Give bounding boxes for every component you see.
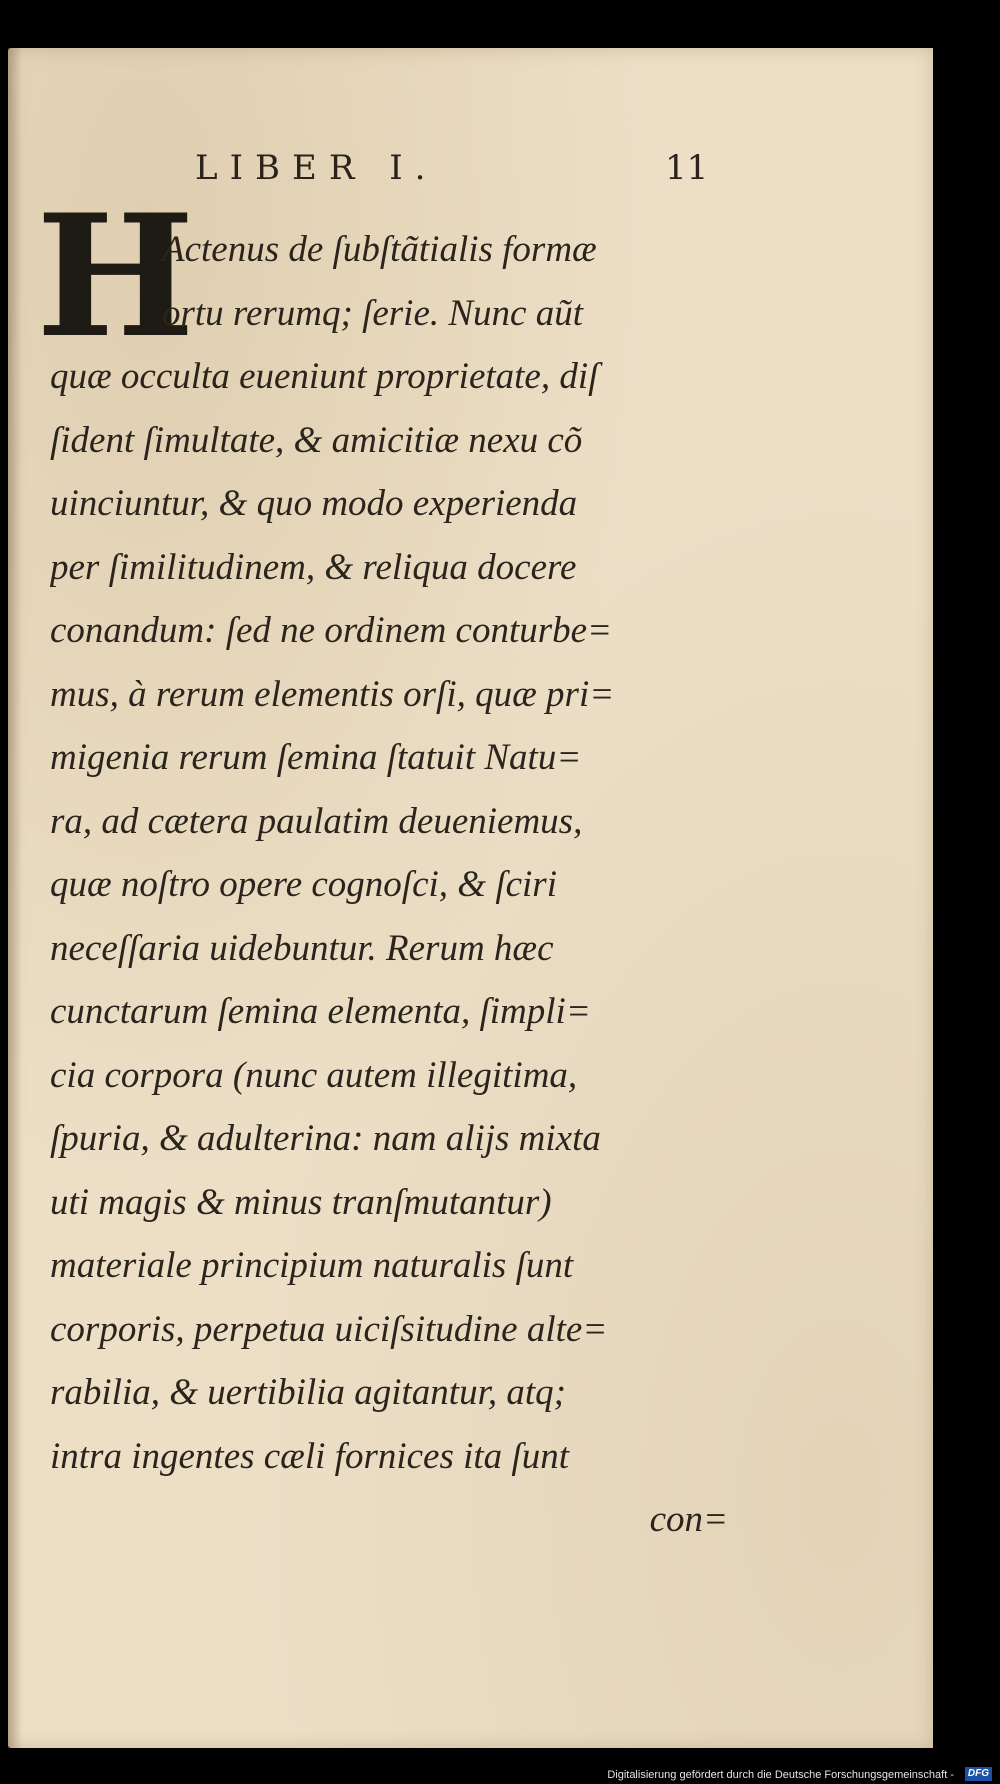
text-line: quæ occulta eueniunt proprietate, diſ <box>50 356 599 397</box>
text-line: ra, ad cætera paulatim deueniemus, <box>50 800 583 842</box>
page-gutter-shadow <box>8 48 22 1748</box>
catchword: con= <box>649 1499 728 1540</box>
text-line: Actenus de ſubſtãtialis formæ <box>162 229 597 270</box>
text-line: ſpuria, & adulterina: nam alijs mixta <box>50 1118 601 1159</box>
text-line: uti magis & minus tranſmutantur) <box>50 1181 552 1223</box>
text-line: cunctarum ſemina elementa, ſimpli= <box>50 991 591 1032</box>
digitization-credit: Digitalisierung gefördert durch die Deutsche Forschungsgemeinschaft - <box>607 1769 954 1781</box>
dfg-logo: DFG <box>965 1767 992 1781</box>
text-line: neceſſaria uidebuntur. Rerum hæc <box>50 927 554 969</box>
folio-number: 11 <box>665 148 709 188</box>
text-line: quæ noſtro opere cognoſci, & ſciri <box>50 864 557 905</box>
text-line: migenia rerum ſemina ſtatuit Natu= <box>50 737 582 778</box>
text-line: ortu rerumq; ſerie. Nunc aũt <box>162 292 584 334</box>
text-line: uinciuntur, & quo modo experienda <box>50 483 578 524</box>
text-line: per ſimilitudinem, & reliqua docere <box>50 546 577 588</box>
text-line: corporis, perpetua uiciſsitudine alte= <box>50 1308 608 1350</box>
text-line: ſident ſimultate, & amicitiæ nexu cõ <box>50 419 583 461</box>
text-line: mus, à rerum elementis orſi, quæ pri= <box>50 673 615 715</box>
text-line: intra ingentes cæli fornices ita ſunt <box>50 1435 569 1477</box>
text-line: rabilia, & uertibilia agitantur, atq; <box>50 1372 566 1413</box>
text-line: materiale principium naturalis ſunt <box>50 1245 574 1286</box>
running-head: LIBER I. <box>195 148 438 188</box>
text-line: conandum: ſed ne ordinem conturbe= <box>50 610 613 651</box>
decorated-initial: H <box>36 177 195 375</box>
body-text <box>50 218 730 1552</box>
text-line: cia corpora (nunc autem illegitima, <box>50 1054 578 1096</box>
